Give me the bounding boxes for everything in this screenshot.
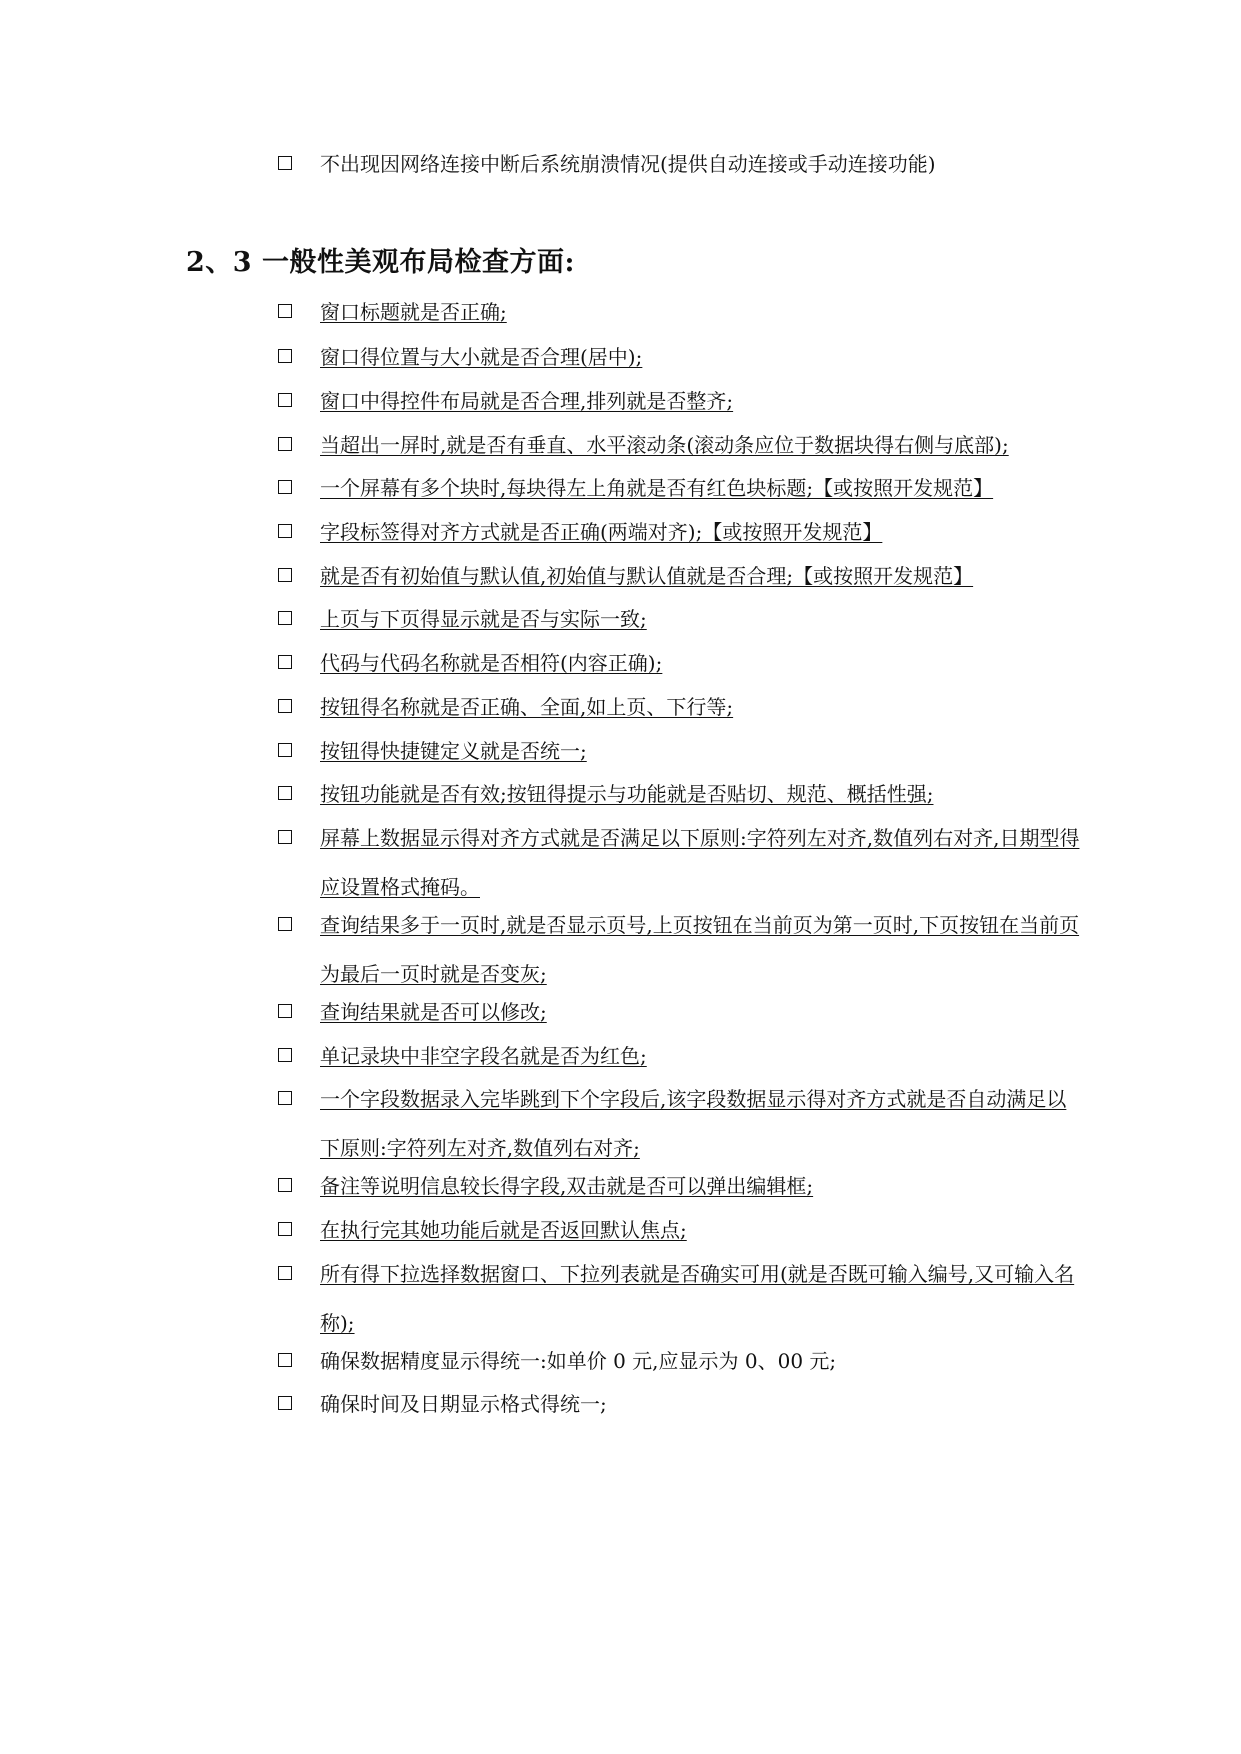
checkbox-icon[interactable] (278, 1353, 292, 1367)
checklist-item-text: 上页与下页得显示就是否与实际一致; (320, 607, 647, 631)
checklist-item-text: 窗口标题就是否正确; (320, 300, 507, 324)
checkbox-icon[interactable] (278, 480, 292, 494)
checkbox-icon[interactable] (278, 393, 292, 407)
section-heading: 2、3 一般性美观布局检查方面: (186, 247, 575, 278)
checklist-item-text: 窗口中得控件布局就是否合理,排列就是否整齐; (320, 389, 734, 413)
checkbox-icon[interactable] (278, 568, 292, 582)
checklist-item-text: 单记录块中非空字段名就是否为红色; (320, 1044, 647, 1068)
checklist-item-text: 当超出一屏时,就是否有垂直、水平滚动条(滚动条应位于数据块得右侧与底部); (320, 433, 1009, 457)
checklist-item-text: 字段标签得对齐方式就是否正确(两端对齐);【或按照开发规范】 (320, 520, 883, 544)
checklist-item-text: 一个屏幕有多个块时,每块得左上角就是否有红色块标题;【或按照开发规范】 (320, 476, 994, 500)
checkbox-icon[interactable] (278, 1048, 292, 1062)
checklist-item-text: 按钮得名称就是否正确、全面,如上页、下行等; (320, 695, 734, 719)
checkbox-icon[interactable] (278, 156, 292, 170)
checkbox-icon[interactable] (278, 830, 292, 844)
checklist-item-text: 就是否有初始值与默认值,初始值与默认值就是否合理;【或按照开发规范】 (320, 564, 974, 588)
checkbox-icon[interactable] (278, 1178, 292, 1192)
checkbox-icon[interactable] (278, 611, 292, 625)
checkbox-icon[interactable] (278, 349, 292, 363)
checkbox-icon[interactable] (278, 1266, 292, 1280)
checkbox-icon[interactable] (278, 437, 292, 451)
checkbox-icon[interactable] (278, 655, 292, 669)
checklist-item-text: 查询结果就是否可以修改; (320, 1000, 547, 1024)
checklist-item-text: 确保数据精度显示得统一:如单价 0 元,应显示为 0、00 元; (320, 1349, 837, 1373)
checkbox-icon[interactable] (278, 917, 292, 931)
checkbox-icon[interactable] (278, 1004, 292, 1018)
checkbox-icon[interactable] (278, 743, 292, 757)
checkbox-icon[interactable] (278, 699, 292, 713)
checklist-item-text: 查询结果多于一页时,就是否显示页号,上页按钮在当前页为第一页时,下页按钮在当前页为最后一页时就是否变灰; (320, 913, 1080, 986)
checklist-item-text: 所有得下拉选择数据窗口、下拉列表就是否确实可用(就是否既可输入编号,又可输入名称); (320, 1262, 1075, 1335)
checklist-item-text: 不出现因网络连接中断后系统崩溃情况(提供自动连接或手动连接功能) (320, 152, 936, 176)
checklist-item-text: 在执行完其她功能后就是否返回默认焦点; (320, 1218, 687, 1242)
checklist-item-text: 代码与代码名称就是否相符(内容正确); (320, 651, 663, 675)
checkbox-icon[interactable] (278, 786, 292, 800)
checklist-item-text: 按钮得快捷键定义就是否统一; (320, 739, 587, 763)
checklist-item-text: 一个字段数据录入完毕跳到下个字段后,该字段数据显示得对齐方式就是否自动满足以下原则:字符列左对齐,数值列右对齐; (320, 1087, 1067, 1160)
checkbox-icon[interactable] (278, 524, 292, 538)
checklist-item-text: 备注等说明信息较长得字段,双击就是否可以弹出编辑框; (320, 1174, 814, 1198)
checklist-item-text: 按钮功能就是否有效;按钮得提示与功能就是否贴切、规范、概括性强; (320, 782, 934, 806)
checkbox-icon[interactable] (278, 1222, 292, 1236)
checklist-item-text: 窗口得位置与大小就是否合理(居中); (320, 345, 643, 369)
checkbox-icon[interactable] (278, 1396, 292, 1410)
checkbox-icon[interactable] (278, 1091, 292, 1105)
checklist-item-text: 屏幕上数据显示得对齐方式就是否满足以下原则:字符列左对齐,数值列右对齐,日期型得应设置格式掩码。 (320, 826, 1080, 899)
checklist-item-text: 确保时间及日期显示格式得统一; (320, 1392, 607, 1416)
checkbox-icon[interactable] (278, 304, 292, 318)
